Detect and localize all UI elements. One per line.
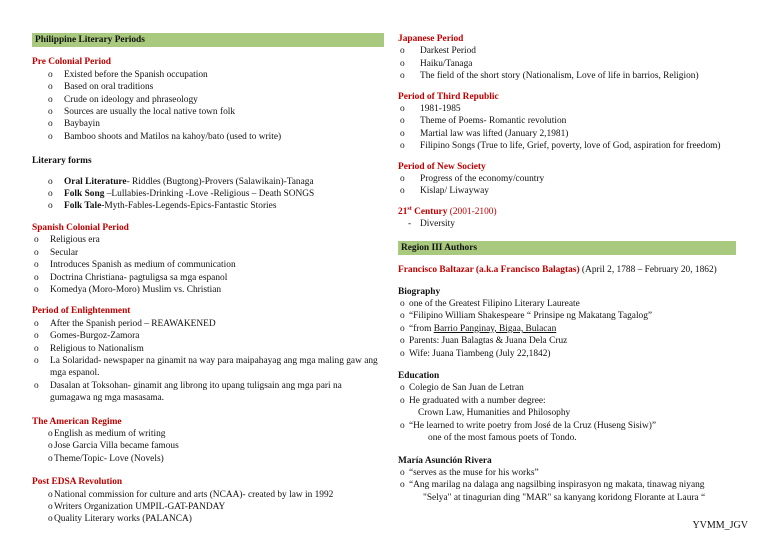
right-column xyxy=(398,33,736,512)
japanese-section xyxy=(398,33,736,83)
list-item: o Martial law was lifted (January 2,1981) xyxy=(398,128,736,140)
list-item: o one of the Greatest Filipino Literary Laureate xyxy=(398,298,736,310)
biography-section xyxy=(398,286,736,360)
list-item: o Existed before the Spanish occupation xyxy=(32,69,384,81)
term-desc: - Riddles (Bugtong)-Provers (Salawikain)-Tanaga xyxy=(126,176,314,187)
section-title: Period of Enlightenment xyxy=(32,306,131,317)
list-item: o Komedya (Moro-Moro) Muslim vs. Christian xyxy=(32,284,384,296)
section-title: Spanish Colonial Period xyxy=(32,222,129,233)
author-name: Francisco Baltazar (a.k.a Francisco Balagtas) xyxy=(398,265,580,276)
spanish-colonial-section xyxy=(32,222,384,296)
term: Folk Song xyxy=(64,189,105,200)
list-item xyxy=(398,323,736,335)
list-item: o Religious era xyxy=(32,234,384,246)
list-item: o Theme/Topic- Love (Novels) xyxy=(32,453,384,465)
list-item: o Wife: Juana Tiambeng (July 22,1842) xyxy=(398,348,736,360)
section-header-literary-periods: Philippine Literary Periods xyxy=(32,33,384,47)
list-item: o Darkest Period xyxy=(398,45,736,57)
list-item xyxy=(32,188,384,200)
section-title: Period of New Society xyxy=(398,161,486,172)
american-regime-section xyxy=(32,416,384,466)
section-title: Post EDSA Revolution xyxy=(32,477,123,488)
section-title: Biography xyxy=(398,286,441,297)
section-header-region-authors: Region III Authors xyxy=(398,241,736,255)
title-part: 21 xyxy=(398,207,408,217)
list-item: o Dasalan at Toksohan- ginamit ang librong ito upang tuligsain ang mga pari na gumagawa ng mga masasama. xyxy=(32,380,384,405)
third-republic-section xyxy=(398,91,736,153)
list-item: o English as medium of writing xyxy=(32,428,384,440)
maria-section xyxy=(398,455,736,505)
list-item: o Jose Garcia Villa became famous xyxy=(32,440,384,452)
list-item: o “He learned to write poetry from José de la Cruz (Huseng Sisiw)” xyxy=(398,420,736,432)
author-heading xyxy=(398,264,736,276)
section-title: Literary forms xyxy=(32,156,92,167)
text: “from xyxy=(409,323,434,334)
list-item xyxy=(32,200,384,212)
list-item: o Writers Organization UMPIL-GAT-PANDAY xyxy=(32,501,384,513)
list-item: o Bamboo shoots and Matilos na kahoy/bato (used to write) xyxy=(32,131,384,143)
list-item: o Haiku/Tanaga xyxy=(398,58,736,70)
list-item: o La Solaridad- newspaper na ginamit na way para maipahayag ang mga maling gaw ang mga espanol. xyxy=(32,355,384,380)
list-item: o Progress of the economy/country xyxy=(398,173,736,185)
list-item: o Introduces Spanish as medium of communication xyxy=(32,259,384,271)
list-item: o “serves as the muse for his works” xyxy=(398,467,736,479)
list-item: o 1981-1985 xyxy=(398,103,736,115)
literary-forms-section xyxy=(32,155,384,213)
title-part: Century xyxy=(411,207,448,217)
list-item: o National commission for culture and arts (NCAA)- created by law in 1992 xyxy=(32,489,384,501)
list-item: - Diversity xyxy=(398,218,736,230)
century-21-section xyxy=(398,206,736,231)
footer-signature: YVMM_JGV xyxy=(692,520,748,531)
title-years: (2001-2100) xyxy=(447,207,497,217)
list-item: o Sources are usually the local native town folk xyxy=(32,106,384,118)
list-item: o Baybayin xyxy=(32,118,384,130)
list-item: o “Ang marilag na dalaga ang nagsilbing inspirasyon ng makata, tinawag niyang xyxy=(398,479,736,491)
list-item: o “Filipino William Shakespeare “ Prinsipe ng Makatang Tagalog” xyxy=(398,310,736,322)
list-item: o Religious to Nationalism xyxy=(32,343,384,355)
section-title xyxy=(398,206,736,219)
list-item: o Quality Literary works (PALANCA) xyxy=(32,513,384,525)
list-item: o Kislap/ Liwayway xyxy=(398,185,736,197)
title-sup: st xyxy=(407,205,412,212)
post-edsa-section xyxy=(32,476,384,526)
list-item: o After the Spanish period – REAWAKENED xyxy=(32,318,384,330)
term-desc: Myth-Fables-Legends-Epics-Fantastic Stories xyxy=(104,201,277,212)
continuation-line: "Selya" at tinagurian ding "MAR" sa kanyang koridong Florante at Laura “ xyxy=(423,492,706,503)
enlightenment-section xyxy=(32,305,384,404)
term-desc: –Lullabies-Drinking -Love -Religious – Death SONGS xyxy=(104,189,315,200)
left-column xyxy=(32,33,384,534)
author-dates: (April 2, 1788 – February 20, 1862) xyxy=(579,265,717,276)
pre-colonial-section xyxy=(32,56,384,143)
list-item xyxy=(32,176,384,188)
list-item: o Based on oral traditions xyxy=(32,81,384,93)
section-title: Pre Colonial Period xyxy=(32,57,111,68)
list-item: o The field of the short story (Nationalism, Love of life in barrios, Religion) xyxy=(398,70,736,82)
section-title: Education xyxy=(398,371,440,382)
continuation-line: one of the most famous poets of Tondo. xyxy=(428,433,577,444)
list-item: o Theme of Poems- Romantic revolution xyxy=(398,115,736,127)
list-item: o Doctrina Christiana- pagtuligsa sa mga espanol xyxy=(32,272,384,284)
list-item: o Parents: Juan Balagtas & Juana Dela Cruz xyxy=(398,335,736,347)
section-title: Japanese Period xyxy=(398,34,464,44)
section-title: María Asunción Rivera xyxy=(398,455,492,466)
term: Oral Literature xyxy=(64,176,127,187)
continuation-line: Crown Law, Humanities and Philosophy xyxy=(418,408,571,419)
list-item: o He graduated with a number degree: xyxy=(398,395,736,407)
list-item: o Filipino Songs (True to life, Grief, poverty, love of God, aspiration for freedom) xyxy=(398,140,736,152)
section-title: The American Regime xyxy=(32,416,122,427)
list-item: o Gomes-Burgoz-Zamora xyxy=(32,330,384,342)
underlined-place: Barrio Panginay, Bigaa, Bulacan xyxy=(433,323,557,334)
education-section xyxy=(398,370,736,444)
term: Folk Tale- xyxy=(64,201,105,212)
list-item: o Colegio de San Juan de Letran xyxy=(398,382,736,394)
list-item: o Crude on ideology and phraseology xyxy=(32,94,384,106)
new-society-section xyxy=(398,161,736,198)
list-item: o Secular xyxy=(32,247,384,259)
section-title: Period of Third Republic xyxy=(398,91,499,102)
